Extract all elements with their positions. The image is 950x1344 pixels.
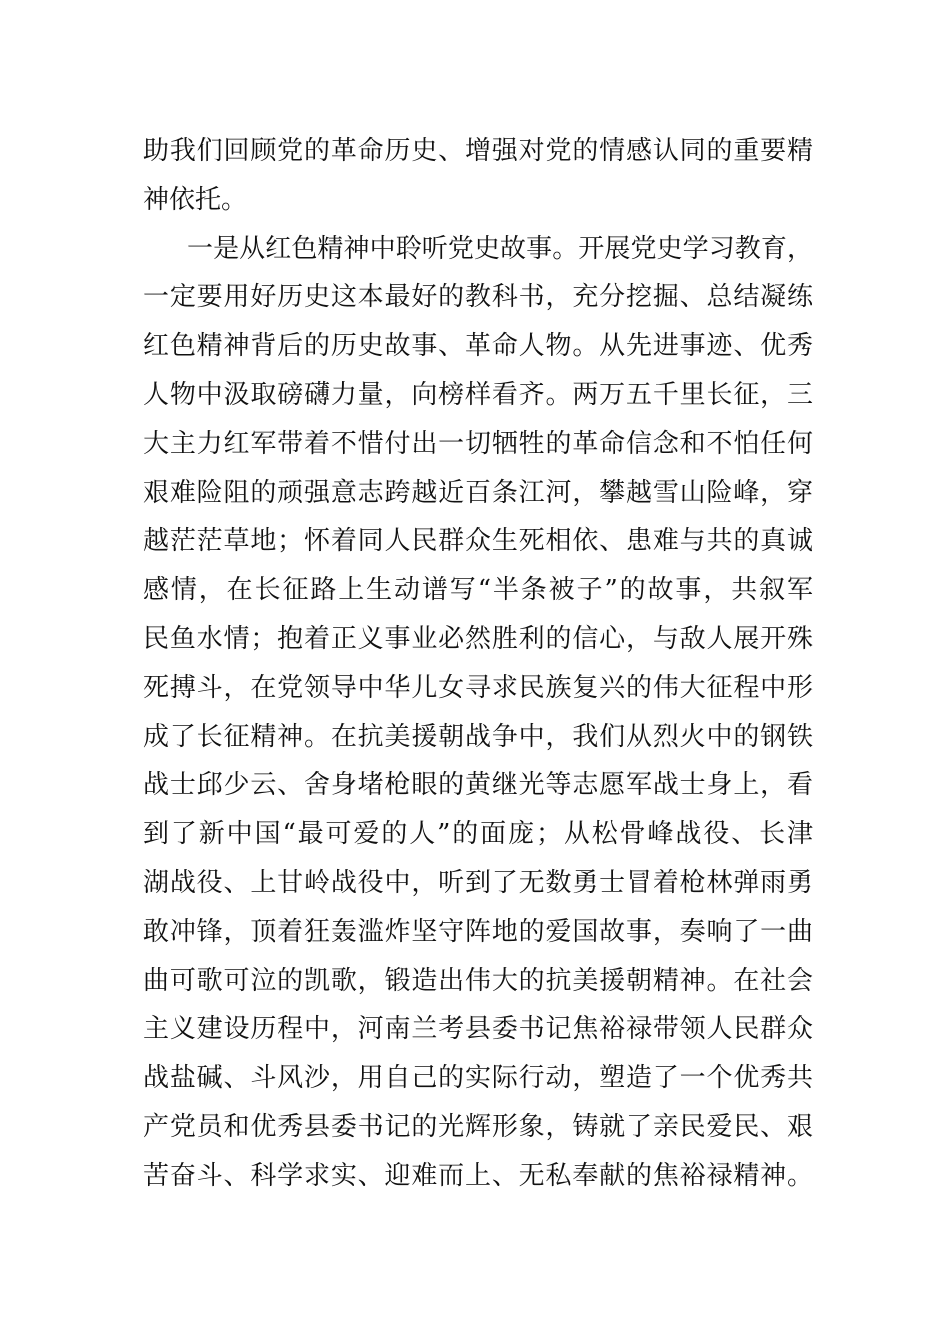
- text-line: 越茫茫草地；怀着同人民群众生死相依、患难与共的真诚: [143, 526, 813, 557]
- text-line: 到了新中国“最可爱的人”的面庞；从松骨峰战役、长津: [143, 819, 813, 850]
- text-line: 敢冲锋，顶着狂轰滥炸坚守阵地的爱国故事，奏响了一曲: [143, 916, 813, 947]
- text-line: 死搏斗，在党领导中华儿女寻求民族复兴的伟大征程中形: [143, 672, 813, 703]
- text-line: 成了长征精神。在抗美援朝战争中，我们从烈火中的钢铁: [143, 721, 813, 752]
- text-line: 主义建设历程中，河南兰考县委书记焦裕禄带领人民群众: [143, 1014, 813, 1045]
- text-line: 红色精神背后的历史故事、革命人物。从先进事迹、优秀: [143, 331, 813, 362]
- text-line: 一定要用好历史这本最好的教科书，充分挖掘、总结凝练: [143, 282, 813, 313]
- text-line: 湖战役、上甘岭战役中，听到了无数勇士冒着枪林弹雨勇: [143, 867, 813, 898]
- text-line: 大主力红军带着不惜付出一切牺牲的革命信念和不怕任何: [143, 428, 813, 459]
- text-line: 苦奋斗、科学求实、迎难而上、无私奉献的焦裕禄精神。: [143, 1160, 813, 1191]
- body-text: [143, 127, 813, 1201]
- text-line: 艰难险阻的顽强意志跨越近百条江河，攀越雪山险峰，穿: [143, 477, 813, 508]
- text-line: 战士邱少云、舍身堵枪眼的黄继光等志愿军战士身上，看: [143, 770, 813, 801]
- text-line: 人物中汲取磅礴力量，向榜样看齐。两万五千里长征，三: [143, 379, 813, 410]
- text-line: 助我们回顾党的革命历史、增强对党的情感认同的重要精: [143, 136, 813, 166]
- text-line: 神依托。: [143, 184, 248, 215]
- text-line: 感情，在长征路上生动谱写“半条被子”的故事，共叙军: [143, 575, 813, 606]
- text-line: 民鱼水情；抱着正义事业必然胜利的信心，与敌人展开殊: [143, 623, 813, 654]
- text-line: 产党员和优秀县委书记的光辉形象，铸就了亲民爱民、艰: [143, 1111, 813, 1142]
- paragraph-first-line: 一是从红色精神中聆听党史故事。开展党史学习教育，: [187, 233, 813, 264]
- text-line: 曲可歌可泣的凯歌，锻造出伟大的抗美援朝精神。在社会: [143, 965, 813, 996]
- text-line: 战盐碱、斗风沙，用自己的实际行动，塑造了一个优秀共: [143, 1063, 813, 1094]
